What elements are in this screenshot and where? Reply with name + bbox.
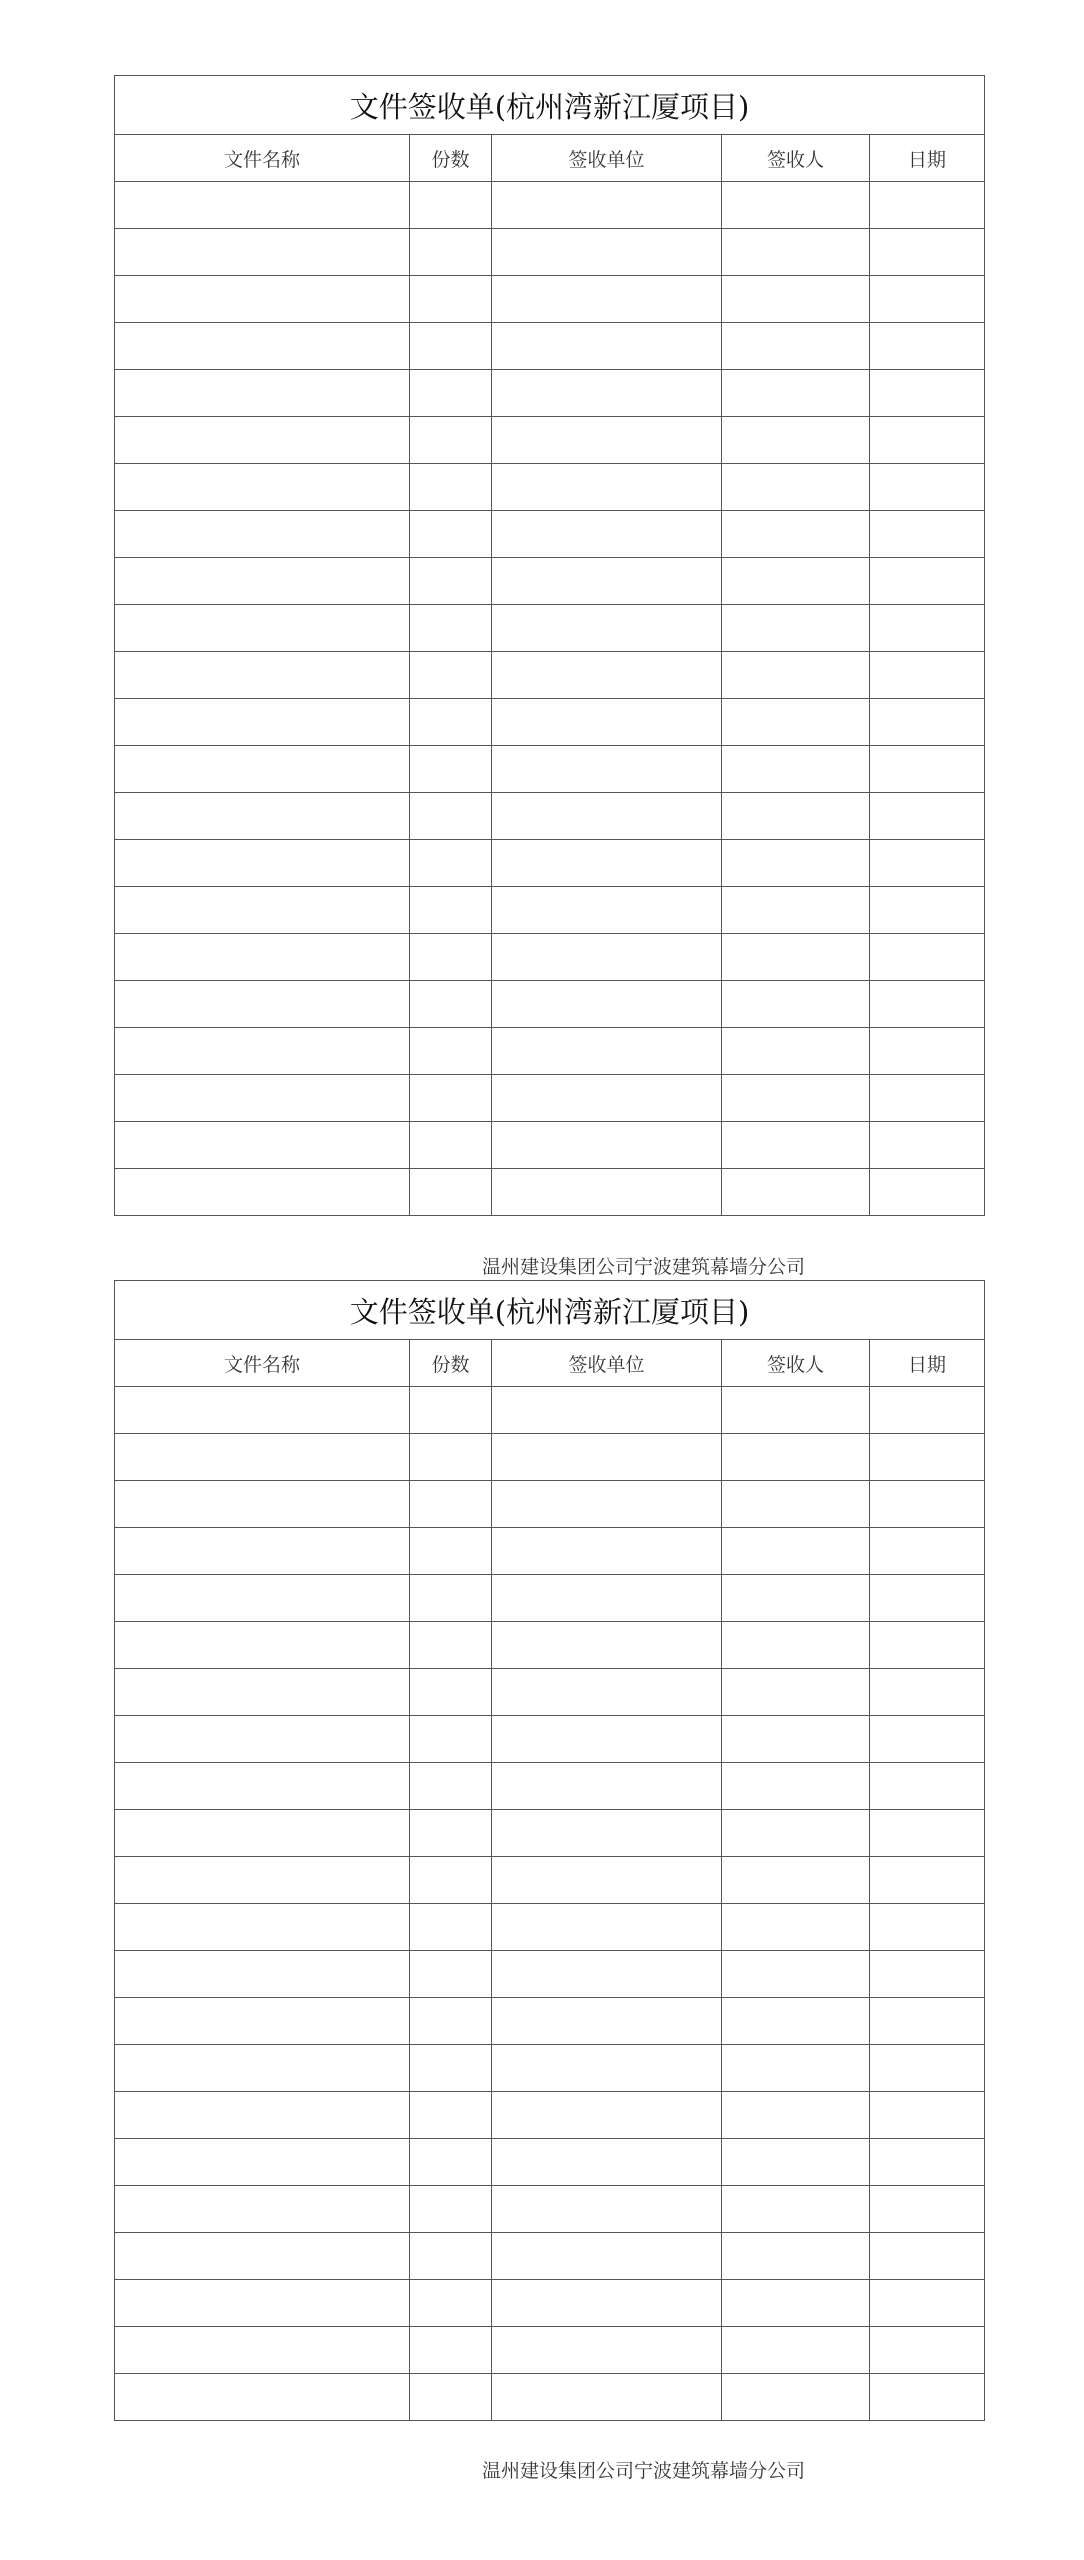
cell-receiving-unit[interactable] [492,699,722,746]
table-row [115,2233,985,2280]
cell-receiving-unit[interactable] [492,229,722,276]
cell-file-name[interactable] [115,2092,410,2139]
cell-date[interactable] [870,1716,985,1763]
table-row [115,2327,985,2374]
cell-receiving-unit[interactable] [492,981,722,1028]
cell-signer[interactable] [722,1122,870,1169]
cell-date[interactable] [870,464,985,511]
cell-copies[interactable] [410,2092,492,2139]
cell-receiving-unit[interactable] [492,417,722,464]
cell-date[interactable] [870,1387,985,1434]
cell-signer[interactable] [722,370,870,417]
cell-copies[interactable] [410,1528,492,1575]
table-row [115,276,985,323]
cell-signer[interactable] [722,605,870,652]
cell-file-name[interactable] [115,1669,410,1716]
cell-signer[interactable] [722,511,870,558]
cell-date[interactable] [870,370,985,417]
cell-file-name[interactable] [115,1622,410,1669]
table-body [115,1387,985,2421]
table-row [115,1028,985,1075]
table-row [115,652,985,699]
cell-copies[interactable] [410,1622,492,1669]
cell-signer[interactable] [722,1528,870,1575]
cell-date[interactable] [870,182,985,229]
cell-receiving-unit[interactable] [492,1951,722,1998]
cell-signer[interactable] [722,1951,870,1998]
table-row [115,1075,985,1122]
cell-copies[interactable] [410,511,492,558]
cell-copies[interactable] [410,2233,492,2280]
cell-copies[interactable] [410,182,492,229]
cell-file-name[interactable] [115,1075,410,1122]
cell-file-name[interactable] [115,417,410,464]
table-row [115,511,985,558]
cell-date[interactable] [870,511,985,558]
cell-file-name[interactable] [115,1122,410,1169]
cell-date[interactable] [870,934,985,981]
cell-copies[interactable] [410,370,492,417]
cell-signer[interactable] [722,1669,870,1716]
cell-copies[interactable] [410,323,492,370]
cell-file-name[interactable] [115,370,410,417]
cell-file-name[interactable] [115,1575,410,1622]
cell-date[interactable] [870,417,985,464]
cell-signer[interactable] [722,276,870,323]
cell-receiving-unit[interactable] [492,2374,722,2421]
cell-date[interactable] [870,1763,985,1810]
cell-date[interactable] [870,887,985,934]
cell-receiving-unit[interactable] [492,1669,722,1716]
cell-signer[interactable] [722,981,870,1028]
cell-copies[interactable] [410,1122,492,1169]
receipt-table [114,75,985,1216]
cell-date[interactable] [870,1951,985,1998]
cell-signer[interactable] [722,2280,870,2327]
cell-copies[interactable] [410,652,492,699]
cell-copies[interactable] [410,1028,492,1075]
cell-date[interactable] [870,699,985,746]
table-row [115,1998,985,2045]
table-row [115,1904,985,1951]
cell-signer[interactable] [722,2374,870,2421]
cell-receiving-unit[interactable] [492,464,722,511]
table-row [115,1169,985,1216]
table-row [115,1434,985,1481]
cell-file-name[interactable] [115,182,410,229]
cell-signer[interactable] [722,1622,870,1669]
cell-signer[interactable] [722,1998,870,2045]
cell-date[interactable] [870,1528,985,1575]
table-row [115,840,985,887]
table-row [115,981,985,1028]
column-header-copies: 份数 [410,1340,492,1387]
cell-signer[interactable] [722,1904,870,1951]
table-row [115,2139,985,2186]
cell-copies[interactable] [410,1951,492,1998]
cell-date[interactable] [870,1028,985,1075]
cell-receiving-unit[interactable] [492,558,722,605]
table-row [115,2374,985,2421]
cell-signer[interactable] [722,2092,870,2139]
cell-copies[interactable] [410,1998,492,2045]
column-header-receiving-unit: 签收单位 [492,135,722,182]
cell-receiving-unit[interactable] [492,511,722,558]
cell-file-name[interactable] [115,1169,410,1216]
cell-file-name[interactable] [115,699,410,746]
cell-date[interactable] [870,840,985,887]
cell-copies[interactable] [410,2280,492,2327]
cell-copies[interactable] [410,1169,492,1216]
cell-signer[interactable] [722,2233,870,2280]
cell-date[interactable] [870,1481,985,1528]
cell-file-name[interactable] [115,1951,410,1998]
cell-signer[interactable] [722,746,870,793]
cell-copies[interactable] [410,1763,492,1810]
cell-receiving-unit[interactable] [492,2092,722,2139]
receipt-form-1 [114,75,984,1216]
cell-signer[interactable] [722,558,870,605]
cell-signer[interactable] [722,2327,870,2374]
cell-date[interactable] [870,276,985,323]
cell-file-name[interactable] [115,558,410,605]
cell-copies[interactable] [410,2327,492,2374]
company-footer: 温州建设集团公司宁波建筑幕墙分公司 [481,1256,805,1278]
cell-file-name[interactable] [115,229,410,276]
table-row [115,887,985,934]
cell-copies[interactable] [410,2139,492,2186]
receipt-table [114,1280,985,2421]
cell-date[interactable] [870,2327,985,2374]
cell-file-name[interactable] [115,981,410,1028]
cell-signer[interactable] [722,1575,870,1622]
cell-signer[interactable] [722,464,870,511]
table-row [115,1669,985,1716]
cell-date[interactable] [870,1434,985,1481]
cell-signer[interactable] [722,1434,870,1481]
cell-date[interactable] [870,1857,985,1904]
cell-date[interactable] [870,793,985,840]
cell-copies[interactable] [410,1387,492,1434]
cell-receiving-unit[interactable] [492,2233,722,2280]
cell-copies[interactable] [410,793,492,840]
cell-receiving-unit[interactable] [492,1169,722,1216]
cell-date[interactable] [870,1575,985,1622]
cell-date[interactable] [870,558,985,605]
cell-copies[interactable] [410,2374,492,2421]
cell-signer[interactable] [722,934,870,981]
cell-date[interactable] [870,2186,985,2233]
table-row [115,2186,985,2233]
cell-copies[interactable] [410,229,492,276]
table-row [115,1622,985,1669]
cell-receiving-unit[interactable] [492,1810,722,1857]
cell-receiving-unit[interactable] [492,1716,722,1763]
table-row [115,1716,985,1763]
cell-file-name[interactable] [115,1434,410,1481]
column-header-signer: 签收人 [722,135,870,182]
table-row [115,323,985,370]
table-row [115,2045,985,2092]
table-row [115,1387,985,1434]
cell-receiving-unit[interactable] [492,1575,722,1622]
cell-copies[interactable] [410,746,492,793]
table-row [115,370,985,417]
cell-copies[interactable] [410,699,492,746]
cell-file-name[interactable] [115,934,410,981]
cell-file-name[interactable] [115,1716,410,1763]
cell-signer[interactable] [722,1716,870,1763]
column-header-receiving-unit: 签收单位 [492,1340,722,1387]
cell-receiving-unit[interactable] [492,2327,722,2374]
column-header-date: 日期 [870,1340,985,1387]
cell-copies[interactable] [410,1904,492,1951]
receipt-form-2 [114,1280,984,2421]
cell-copies[interactable] [410,1810,492,1857]
cell-file-name[interactable] [115,2186,410,2233]
table-body [115,182,985,1216]
cell-signer[interactable] [722,2045,870,2092]
cell-signer[interactable] [722,699,870,746]
cell-date[interactable] [870,1169,985,1216]
cell-signer[interactable] [722,1028,870,1075]
cell-file-name[interactable] [115,1810,410,1857]
cell-file-name[interactable] [115,2327,410,2374]
table-row [115,229,985,276]
cell-signer[interactable] [722,652,870,699]
cell-signer[interactable] [722,1387,870,1434]
column-header-file-name: 文件名称 [115,135,410,182]
cell-file-name[interactable] [115,887,410,934]
cell-date[interactable] [870,1622,985,1669]
cell-date[interactable] [870,2045,985,2092]
table-row [115,2092,985,2139]
cell-file-name[interactable] [115,2045,410,2092]
cell-date[interactable] [870,2092,985,2139]
cell-receiving-unit[interactable] [492,934,722,981]
table-row [115,793,985,840]
cell-signer[interactable] [722,182,870,229]
table-row [115,605,985,652]
cell-receiving-unit[interactable] [492,1857,722,1904]
table-row [115,1857,985,1904]
cell-file-name[interactable] [115,840,410,887]
table-row [115,558,985,605]
cell-copies[interactable] [410,887,492,934]
cell-copies[interactable] [410,981,492,1028]
cell-file-name[interactable] [115,605,410,652]
table-row [115,1763,985,1810]
column-header-signer: 签收人 [722,1340,870,1387]
form-title: 文件签收单(杭州湾新江厦项目) [115,76,985,135]
table-row [115,699,985,746]
cell-signer[interactable] [722,323,870,370]
cell-date[interactable] [870,1998,985,2045]
cell-copies[interactable] [410,276,492,323]
table-row [115,1481,985,1528]
cell-file-name[interactable] [115,1028,410,1075]
cell-receiving-unit[interactable] [492,323,722,370]
cell-file-name[interactable] [115,746,410,793]
table-row [115,1528,985,1575]
cell-receiving-unit[interactable] [492,182,722,229]
cell-signer[interactable] [722,1075,870,1122]
cell-file-name[interactable] [115,323,410,370]
cell-copies[interactable] [410,1857,492,1904]
cell-file-name[interactable] [115,1857,410,1904]
cell-receiving-unit[interactable] [492,840,722,887]
cell-receiving-unit[interactable] [492,2280,722,2327]
cell-copies[interactable] [410,558,492,605]
cell-signer[interactable] [722,840,870,887]
table-row [115,2280,985,2327]
cell-copies[interactable] [410,840,492,887]
cell-date[interactable] [870,2139,985,2186]
cell-copies[interactable] [410,1716,492,1763]
cell-date[interactable] [870,2280,985,2327]
cell-receiving-unit[interactable] [492,746,722,793]
table-row [115,1951,985,1998]
cell-copies[interactable] [410,417,492,464]
cell-signer[interactable] [722,417,870,464]
cell-signer[interactable] [722,1857,870,1904]
cell-date[interactable] [870,1904,985,1951]
cell-date[interactable] [870,746,985,793]
cell-copies[interactable] [410,934,492,981]
table-row [115,746,985,793]
cell-date[interactable] [870,2233,985,2280]
company-footer: 温州建设集团公司宁波建筑幕墙分公司 [481,2460,805,2482]
cell-file-name[interactable] [115,511,410,558]
cell-date[interactable] [870,1669,985,1716]
cell-receiving-unit[interactable] [492,1622,722,1669]
cell-receiving-unit[interactable] [492,2186,722,2233]
column-header-date: 日期 [870,135,985,182]
cell-receiving-unit[interactable] [492,2139,722,2186]
table-row [115,464,985,511]
cell-receiving-unit[interactable] [492,1998,722,2045]
cell-file-name[interactable] [115,1904,410,1951]
column-header-file-name: 文件名称 [115,1340,410,1387]
cell-file-name[interactable] [115,1387,410,1434]
cell-receiving-unit[interactable] [492,276,722,323]
cell-copies[interactable] [410,605,492,652]
cell-signer[interactable] [722,1810,870,1857]
column-header-copies: 份数 [410,135,492,182]
cell-receiving-unit[interactable] [492,1763,722,1810]
cell-copies[interactable] [410,464,492,511]
table-row [115,1122,985,1169]
cell-file-name[interactable] [115,1998,410,2045]
cell-file-name[interactable] [115,2280,410,2327]
cell-copies[interactable] [410,1434,492,1481]
cell-date[interactable] [870,652,985,699]
cell-file-name[interactable] [115,1763,410,1810]
cell-date[interactable] [870,605,985,652]
cell-receiving-unit[interactable] [492,1481,722,1528]
cell-file-name[interactable] [115,464,410,511]
cell-date[interactable] [870,981,985,1028]
cell-receiving-unit[interactable] [492,1434,722,1481]
cell-receiving-unit[interactable] [492,793,722,840]
cell-date[interactable] [870,229,985,276]
cell-copies[interactable] [410,1669,492,1716]
cell-signer[interactable] [722,793,870,840]
cell-file-name[interactable] [115,1481,410,1528]
cell-file-name[interactable] [115,793,410,840]
cell-signer[interactable] [722,1481,870,1528]
cell-signer[interactable] [722,2186,870,2233]
cell-signer[interactable] [722,1169,870,1216]
cell-file-name[interactable] [115,2139,410,2186]
cell-file-name[interactable] [115,276,410,323]
table-row [115,417,985,464]
cell-copies[interactable] [410,1575,492,1622]
cell-signer[interactable] [722,887,870,934]
cell-receiving-unit[interactable] [492,1075,722,1122]
cell-signer[interactable] [722,229,870,276]
cell-receiving-unit[interactable] [492,1528,722,1575]
table-row [115,182,985,229]
table-row [115,1810,985,1857]
cell-copies[interactable] [410,2186,492,2233]
cell-receiving-unit[interactable] [492,652,722,699]
cell-receiving-unit[interactable] [492,370,722,417]
cell-date[interactable] [870,1122,985,1169]
cell-copies[interactable] [410,1075,492,1122]
cell-date[interactable] [870,1075,985,1122]
cell-copies[interactable] [410,1481,492,1528]
cell-date[interactable] [870,2374,985,2421]
form-title: 文件签收单(杭州湾新江厦项目) [115,1281,985,1340]
cell-receiving-unit[interactable] [492,2045,722,2092]
table-row [115,934,985,981]
cell-receiving-unit[interactable] [492,1387,722,1434]
cell-file-name[interactable] [115,652,410,699]
cell-receiving-unit[interactable] [492,1028,722,1075]
cell-file-name[interactable] [115,2374,410,2421]
cell-date[interactable] [870,323,985,370]
cell-signer[interactable] [722,1763,870,1810]
cell-receiving-unit[interactable] [492,605,722,652]
cell-file-name[interactable] [115,1528,410,1575]
cell-date[interactable] [870,1810,985,1857]
cell-receiving-unit[interactable] [492,887,722,934]
cell-copies[interactable] [410,2045,492,2092]
cell-signer[interactable] [722,2139,870,2186]
cell-file-name[interactable] [115,2233,410,2280]
cell-receiving-unit[interactable] [492,1122,722,1169]
table-row [115,1575,985,1622]
cell-receiving-unit[interactable] [492,1904,722,1951]
